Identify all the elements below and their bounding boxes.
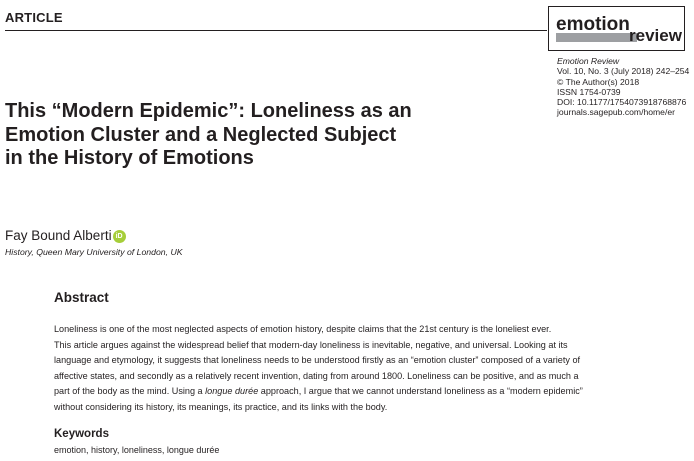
abstract-line: affective states, and secondly as a relatively recent invention, dating from around 1800. Loneliness can be positive, and as much a	[54, 370, 579, 381]
author-name[interactable]: Fay Bound Alberti	[5, 228, 112, 243]
publication-meta	[557, 56, 689, 118]
abstract-line: without considering its history, its meanings, its practice, and its links with the body.	[54, 401, 388, 412]
journal-logo	[548, 6, 685, 51]
title-line: in the History of Emotions	[5, 147, 254, 169]
section-label: ARTICLE	[5, 10, 63, 25]
author-affiliation: History, Queen Mary University of London, UK	[5, 247, 183, 257]
abstract-line: Loneliness is one of the most neglected aspects of emotion history, despite claims that the 21st century is the loneliest ever.	[54, 324, 552, 334]
article-title	[5, 100, 425, 171]
author	[5, 228, 126, 243]
keywords-list: emotion, history, loneliness, longue durée	[54, 445, 220, 455]
title-line: Emotion Cluster and a Neglected Subject	[5, 123, 397, 146]
abstract-line: language and etymology, it suggests that loneliness needs to be understood firstly as an “emotion cluster” composed of a variety of	[54, 355, 581, 366]
meta-doi[interactable]: DOI: 10.1177/1754073918768876	[557, 97, 687, 108]
abstract-line: This article argues against the widespread belief that modern-day loneliness is inevitable, negative, and universal. Looking at its	[54, 339, 568, 350]
abstract-line	[54, 384, 624, 400]
abstract-body	[54, 322, 624, 416]
meta-issn: ISSN 1754-0739	[557, 86, 621, 97]
meta-journal: Emotion Review	[557, 56, 620, 66]
header-rule	[5, 30, 547, 31]
meta-copyright: © The Author(s) 2018	[557, 76, 640, 87]
meta-volume: Vol. 10, No. 3 (July 2018) 242–254	[557, 66, 690, 77]
keywords-heading: Keywords	[54, 428, 109, 440]
logo-word-review: review	[629, 26, 682, 45]
orcid-icon[interactable]: iD	[113, 230, 126, 243]
meta-url[interactable]: journals.sagepub.com/home/er	[557, 107, 675, 118]
abstract-text: approach, I argue that we cannot understand loneliness as a “modern epidemic”	[258, 386, 583, 397]
logo-word-emotion: emotion	[556, 14, 630, 35]
abstract-text: part of the body as the mind. Using a	[54, 386, 206, 397]
abstract-heading: Abstract	[54, 290, 109, 305]
abstract-emphasis: longue durée	[205, 386, 259, 397]
title-line: This “Modern Epidemic”: Loneliness as an	[5, 100, 412, 122]
